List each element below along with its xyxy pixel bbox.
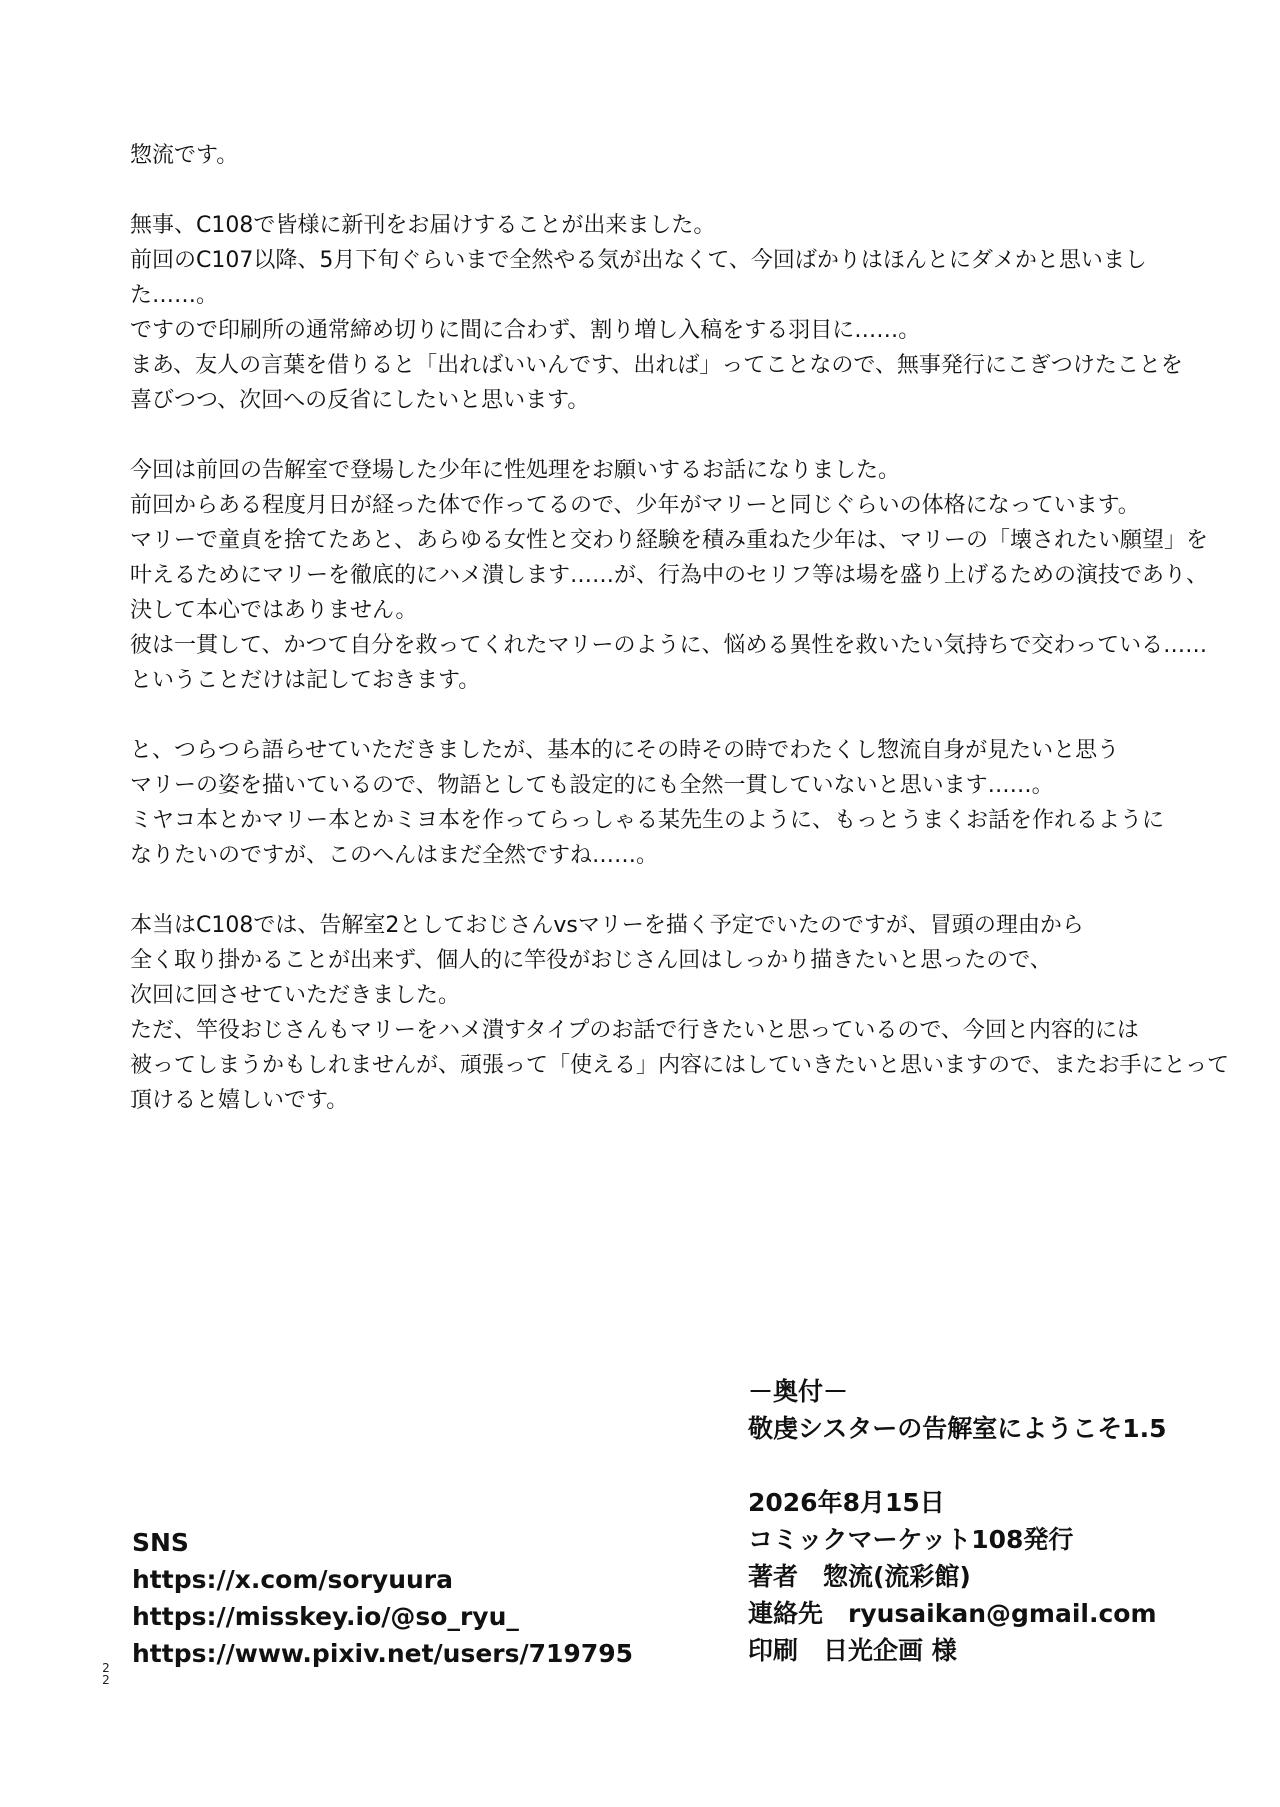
page-number: [101, 1662, 111, 1686]
afterword-line: なりたいのですが、このへんはまだ全然ですね……。: [130, 843, 659, 868]
afterword-paragraph: [130, 908, 1230, 1118]
afterword-text: [130, 138, 1230, 1153]
sns-link-x[interactable]: https://x.com/soryuura: [132, 1565, 454, 1594]
sns-link-misskey[interactable]: https://misskey.io/@so_ryu_: [132, 1602, 519, 1631]
afterword-line: 彼は一貫して、かつて自分を救ってくれたマリーのように、悩める異性を救いたい気持ちで交わっている……: [130, 633, 1208, 658]
afterword-line: 叶えるためにマリーを徹底的にハメ潰します……が、行為中のセリフ等は場を盛り上げるための演技であり、: [130, 563, 1209, 588]
afterword-line: 惣流です。: [130, 143, 239, 168]
colophon-contact: 連絡先 ryusaikan@gmail.com: [748, 1599, 1157, 1628]
afterword-line: 次回に回させていただきました。: [130, 983, 461, 1008]
afterword-line: ミヤコ本とかマリー本とかミヨ本を作ってらっしゃる某先生のように、もっとうまくお話を作れるように: [130, 808, 1165, 833]
afterword-line: 無事、C108で皆様に新刊をお届けすることが出来ました。: [130, 213, 716, 238]
colophon-book-title: 敬虔シスターの告解室にようこそ1.5: [748, 1414, 1167, 1443]
colophon-printer: 印刷 日光企画 様: [748, 1636, 957, 1665]
afterword-paragraph: [130, 453, 1209, 698]
colophon-event: コミックマーケット108発行: [748, 1525, 1074, 1554]
afterword-line: 今回は前回の告解室で登場した少年に性処理をお願いするお話になりました。: [130, 458, 901, 483]
afterword-paragraph: [130, 208, 1183, 418]
afterword-line: ですので印刷所の通常締め切りに間に合わず、割り増し入稿をする羽目に……。: [130, 318, 921, 343]
afterword-paragraph: [130, 733, 1170, 873]
colophon-date: 2026年8月15日: [748, 1488, 945, 1517]
colophon-author: 著者 惣流(流彩館): [748, 1562, 971, 1591]
afterword-line: マリーの姿を描いているので、物語としても設定的にも全然一貫していないと思います……。: [130, 773, 1054, 798]
afterword-line: 前回のC107以降、5月下旬ぐらいまで全然やる気が出なくて、今回ばかりはほんとにダメかと思いまし: [130, 248, 1147, 273]
page-number-digit: 2: [102, 1661, 110, 1675]
afterword-line: 決して本心ではありません。: [130, 598, 418, 623]
afterword-paragraph: [130, 138, 1170, 173]
afterword-line: マリーで童貞を捨てたあと、あらゆる女性と交わり経験を積み重ねた少年は、マリーの「壊されたい願望」を: [130, 528, 1209, 553]
afterword-line: 喜びつつ、次回への反省にしたいと思います。: [130, 388, 590, 413]
sns-link-pixiv[interactable]: https://www.pixiv.net/users/719795: [132, 1639, 634, 1668]
afterword-line: 本当はC108では、告解室2としておじさんvsマリーを描く予定でいたのですが、冒頭の理由から: [130, 913, 1084, 938]
colophon-block: [748, 1373, 1167, 1669]
page-number-digit: 2: [102, 1673, 110, 1687]
afterword-line: 前回からある程度月日が経った体で作ってるので、少年がマリーと同じぐらいの体格になっています。: [130, 493, 1140, 518]
afterword-line: 頂けると嬉しいです。: [130, 1088, 349, 1113]
afterword-line: まあ、友人の言葉を借りると「出ればいいんです、出れば」ってことなので、無事発行にこぎつけたことを: [130, 353, 1183, 378]
sns-heading: SNS: [132, 1528, 189, 1557]
afterword-line: 被ってしまうかもしれませんが、頑張って「使える」内容にはしていきたいと思いますので、またお手にとって: [130, 1053, 1230, 1078]
afterword-line: 全く取り掛かることが出来ず、個人的に竿役がおじさん回はしっかり描きたいと思ったので、: [130, 948, 1052, 973]
colophon-heading: －奥付－: [748, 1377, 849, 1406]
sns-block: [132, 1524, 633, 1672]
colophon-spacer: [748, 1447, 1167, 1484]
afterword-line: ということだけは記しておきます。: [130, 668, 481, 693]
afterword-line: ただ、竿役おじさんもマリーをハメ潰すタイプのお話で行きたいと思っているので、今回と内容的には: [130, 1018, 1139, 1043]
afterword-line: と、つらつら語らせていただきましたが、基本的にその時その時でわたくし惣流自身が見たいと思う: [130, 738, 1120, 763]
afterword-line: た……。: [130, 283, 219, 308]
